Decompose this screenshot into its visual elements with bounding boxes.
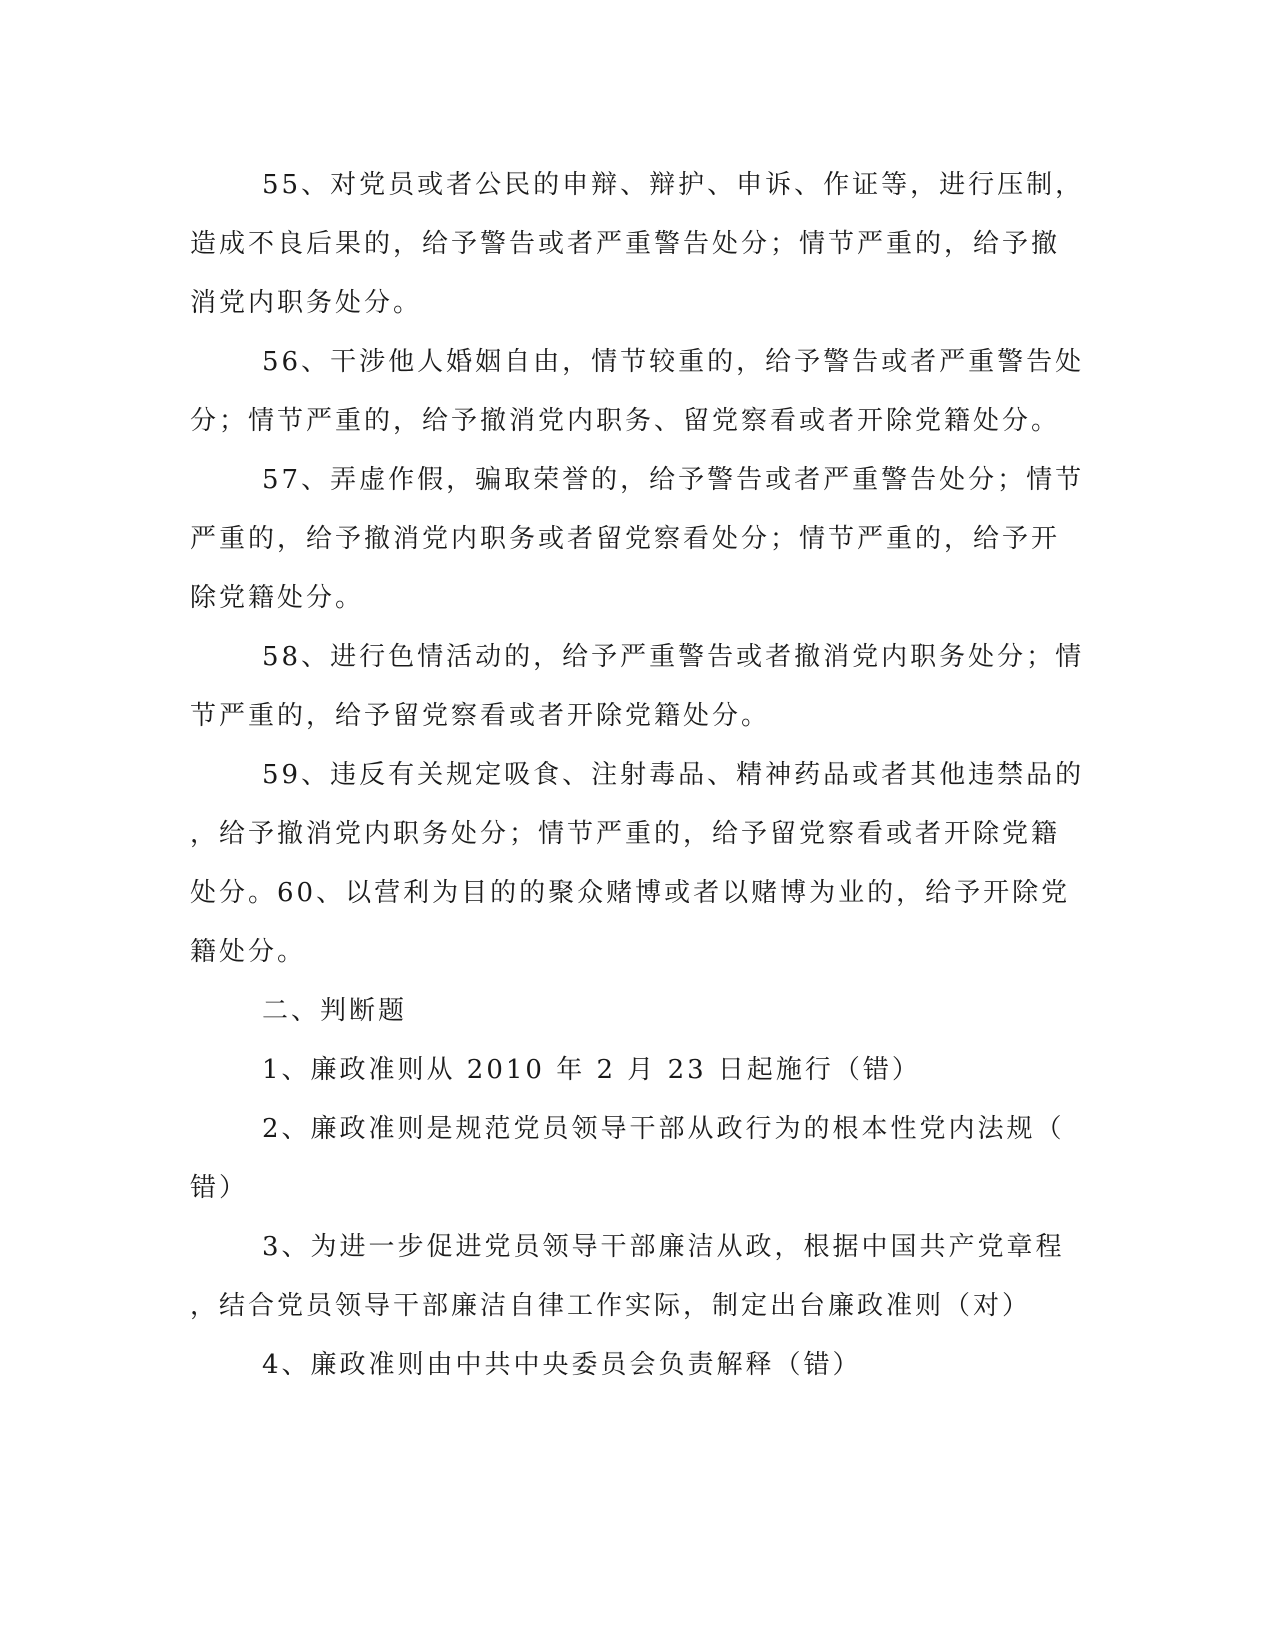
paragraph-item-58 [190,628,1085,746]
text-line: 4、廉政准则由中共中央委员会负责解释（错） [262,1350,862,1380]
text-line: 节严重的，给予留党察看或者开除党籍处分。 [190,701,771,731]
text-line: 处分。60、以营利为目的的聚众赌博或者以赌博为业的，给予开除党 [190,878,1071,908]
paragraph-item-57 [190,451,1085,628]
paragraph-item-55 [190,156,1085,333]
judgment-item-2 [190,1100,1070,1218]
text-line: 58、进行色情活动的，给予严重警告或者撤消党内职务处分；情 [262,642,1085,672]
text-line: 消党内职务处分。 [190,288,423,318]
text-line: 59、违反有关规定吸食、注射毒品、精神药品或者其他违禁品的 [262,760,1085,790]
text-line: 分；情节严重的，给予撤消党内职务、留党察看或者开除党籍处分。 [190,406,1061,436]
text-line: 籍处分。 [190,937,307,967]
text-line: 除党籍处分。 [190,583,365,613]
text-line: 55、对党员或者公民的申辩、辩护、申诉、作证等，进行压制， [262,170,1085,200]
text-line: 56、干涉他人婚姻自由，情节较重的，给予警告或者严重警告处 [262,347,1085,377]
text-line: 严重的，给予撤消党内职务或者留党察看处分；情节严重的，给予开 [190,524,1061,554]
paragraph-item-59-60 [190,746,1085,982]
text-line: ，给予撤消党内职务处分；情节严重的，给予留党察看或者开除党籍 [190,819,1061,849]
section-heading [190,982,1070,1041]
document-body [190,156,1085,1395]
text-line: 错） [190,1173,249,1203]
judgment-item-3 [190,1218,1070,1336]
judgment-item-1 [190,1041,1070,1100]
paragraph-item-56 [190,333,1085,451]
text-line: 2、廉政准则是规范党员领导干部从政行为的根本性党内法规（ [262,1114,1065,1144]
text-line: 1、廉政准则从 2010 年 2 月 23 日起施行（错） [262,1055,921,1085]
text-line: ，结合党员领导干部廉洁自律工作实际，制定出台廉政准则（对） [190,1291,1032,1321]
section-heading-text: 二、判断题 [262,996,408,1026]
text-line: 3、为进一步促进党员领导干部廉洁从政，根据中国共产党章程 [262,1232,1065,1262]
text-line: 57、弄虚作假，骗取荣誉的，给予警告或者严重警告处分；情节 [262,465,1085,495]
text-line: 造成不良后果的，给予警告或者严重警告处分；情节严重的，给予撤 [190,229,1061,259]
judgment-item-4 [190,1336,1070,1395]
